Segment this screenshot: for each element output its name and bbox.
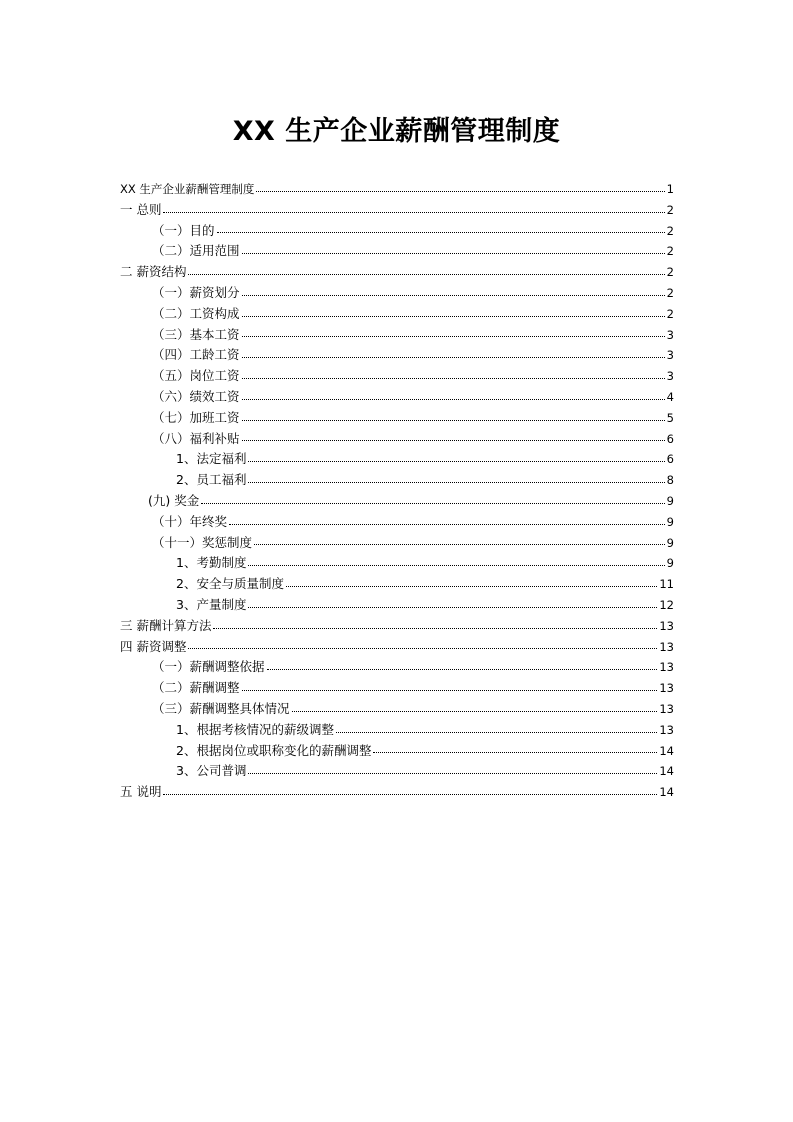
toc-entry-label: （五）岗位工资 (152, 368, 240, 384)
toc-entry-label: 一 总则 (120, 201, 162, 217)
toc-page-number: 2 (666, 265, 674, 280)
toc-page-number: 9 (666, 535, 674, 550)
toc-entry[interactable] (120, 595, 674, 616)
toc-dot-leader (248, 461, 664, 462)
toc-entry[interactable] (120, 553, 674, 574)
toc-page-number: 2 (666, 285, 674, 300)
toc-entry-label: 五 说明 (120, 784, 162, 800)
toc-entry-label: 3、产量制度 (176, 596, 247, 612)
toc-dot-leader (242, 420, 665, 421)
toc-entry[interactable] (120, 782, 674, 803)
toc-dot-leader (242, 690, 658, 691)
toc-entry[interactable] (120, 699, 674, 720)
toc-entry[interactable] (120, 574, 674, 595)
toc-entry[interactable] (120, 366, 674, 387)
toc-dot-leader (188, 274, 664, 275)
toc-dot-leader (242, 357, 665, 358)
toc-dot-leader (242, 399, 665, 400)
toc-page-number: 13 (659, 722, 674, 737)
toc-entry[interactable] (120, 761, 674, 782)
toc-entry-label: （十一）奖惩制度 (152, 534, 253, 550)
toc-entry-label: （七）加班工资 (152, 409, 240, 425)
toc-entry-label: （四）工龄工资 (152, 347, 240, 363)
toc-page-number: 13 (659, 660, 674, 675)
toc-page-number: 9 (666, 514, 674, 529)
toc-page-number: 6 (666, 431, 674, 446)
toc-entry-label: 三 薪酬计算方法 (120, 617, 212, 633)
toc-dot-leader (217, 232, 665, 233)
toc-page-number: 4 (666, 389, 674, 404)
toc-entry-label: 3、公司普调 (176, 763, 247, 779)
toc-page-number: 2 (666, 223, 674, 238)
toc-entry[interactable] (120, 325, 674, 346)
toc-entry-label: 2、根据岗位或职称变化的薪酬调整 (176, 742, 372, 758)
toc-dot-leader (242, 295, 665, 296)
toc-dot-leader (248, 565, 664, 566)
toc-entry-label: （二）工资构成 (152, 305, 240, 321)
table-of-contents (120, 179, 674, 803)
toc-entry[interactable] (120, 262, 674, 283)
toc-dot-leader (248, 482, 664, 483)
toc-dot-leader (163, 212, 664, 213)
toc-dot-leader (256, 191, 664, 192)
toc-entry[interactable] (120, 741, 674, 762)
toc-page-number: 14 (659, 785, 674, 800)
toc-entry[interactable] (120, 429, 674, 450)
toc-entry-label: 1、根据考核情况的薪级调整 (176, 721, 334, 737)
toc-dot-leader (242, 316, 665, 317)
toc-entry[interactable] (120, 720, 674, 741)
document-title: XX 生产企业薪酬管理制度 (232, 116, 561, 147)
toc-page-number: 11 (659, 577, 674, 592)
toc-entry[interactable] (120, 470, 674, 491)
toc-entry[interactable] (120, 283, 674, 304)
toc-page-number: 14 (659, 743, 674, 758)
toc-dot-leader (292, 711, 658, 712)
toc-dot-leader (336, 732, 657, 733)
toc-entry[interactable] (120, 678, 674, 699)
toc-page-number: 3 (666, 327, 674, 342)
toc-page-number: 12 (659, 597, 674, 612)
toc-entry[interactable] (120, 345, 674, 366)
toc-entry-label: （八）福利补贴 (152, 430, 240, 446)
toc-entry-label: 1、法定福利 (176, 451, 247, 467)
toc-page-number: 13 (659, 681, 674, 696)
toc-entry-label: 四 薪资调整 (120, 638, 187, 654)
toc-entry[interactable] (120, 387, 674, 408)
toc-entry[interactable] (120, 179, 674, 200)
toc-page-number: 13 (659, 639, 674, 654)
toc-entry[interactable] (120, 533, 674, 554)
toc-entry-label: 1、考勤制度 (176, 555, 247, 571)
toc-entry-label: 二 薪资结构 (120, 264, 187, 280)
toc-entry[interactable] (120, 512, 674, 533)
toc-page-number: 14 (659, 764, 674, 779)
toc-dot-leader (201, 503, 664, 504)
toc-entry-label: 2、安全与质量制度 (176, 576, 284, 592)
toc-entry[interactable] (120, 221, 674, 242)
toc-page-number: 9 (666, 493, 674, 508)
toc-entry-label: （三）薪酬调整具体情况 (152, 700, 290, 716)
toc-dot-leader (286, 586, 657, 587)
toc-entry-label: （十）年终奖 (152, 513, 228, 529)
toc-entry[interactable] (120, 200, 674, 221)
toc-dot-leader (163, 794, 657, 795)
toc-entry[interactable] (120, 491, 674, 512)
toc-dot-leader (254, 544, 665, 545)
toc-entry[interactable] (120, 616, 674, 637)
toc-page-number: 5 (666, 410, 674, 425)
toc-dot-leader (188, 648, 657, 649)
toc-entry[interactable] (120, 637, 674, 658)
toc-entry[interactable] (120, 657, 674, 678)
toc-page-number: 13 (659, 618, 674, 633)
toc-entry-label: （一）薪酬调整依据 (152, 659, 265, 675)
toc-page-number: 9 (666, 556, 674, 571)
toc-dot-leader (248, 773, 657, 774)
toc-page-number: 6 (666, 452, 674, 467)
toc-entry-label: （二）适用范围 (152, 243, 240, 259)
toc-dot-leader (242, 253, 665, 254)
toc-entry[interactable] (120, 449, 674, 470)
toc-entry[interactable] (120, 241, 674, 262)
toc-dot-leader (373, 752, 657, 753)
toc-entry[interactable] (120, 304, 674, 325)
toc-page-number: 3 (666, 369, 674, 384)
toc-dot-leader (213, 628, 657, 629)
toc-entry-label: (九) 奖金 (148, 492, 200, 508)
toc-dot-leader (242, 440, 665, 441)
toc-page-number: 2 (666, 244, 674, 259)
toc-page-number: 8 (666, 473, 674, 488)
toc-entry-label: （二）薪酬调整 (152, 680, 240, 696)
toc-dot-leader (242, 378, 665, 379)
toc-entry-label: （一）目的 (152, 222, 215, 238)
toc-dot-leader (229, 524, 665, 525)
toc-page-number: 2 (666, 202, 674, 217)
toc-entry-label: 2、员工福利 (176, 472, 247, 488)
toc-entry-label: （六）绩效工资 (152, 388, 240, 404)
toc-dot-leader (248, 607, 657, 608)
toc-page-number: 3 (666, 348, 674, 363)
toc-entry-label: （三）基本工资 (152, 326, 240, 342)
toc-page-number: 13 (659, 701, 674, 716)
toc-entry-label: （一）薪资划分 (152, 284, 240, 300)
toc-page-number: 2 (666, 306, 674, 321)
toc-entry[interactable] (120, 408, 674, 429)
toc-dot-leader (267, 669, 658, 670)
toc-page-number: 1 (666, 182, 674, 196)
toc-entry-label: XX 生产企业薪酬管理制度 (120, 182, 255, 196)
toc-dot-leader (242, 336, 665, 337)
